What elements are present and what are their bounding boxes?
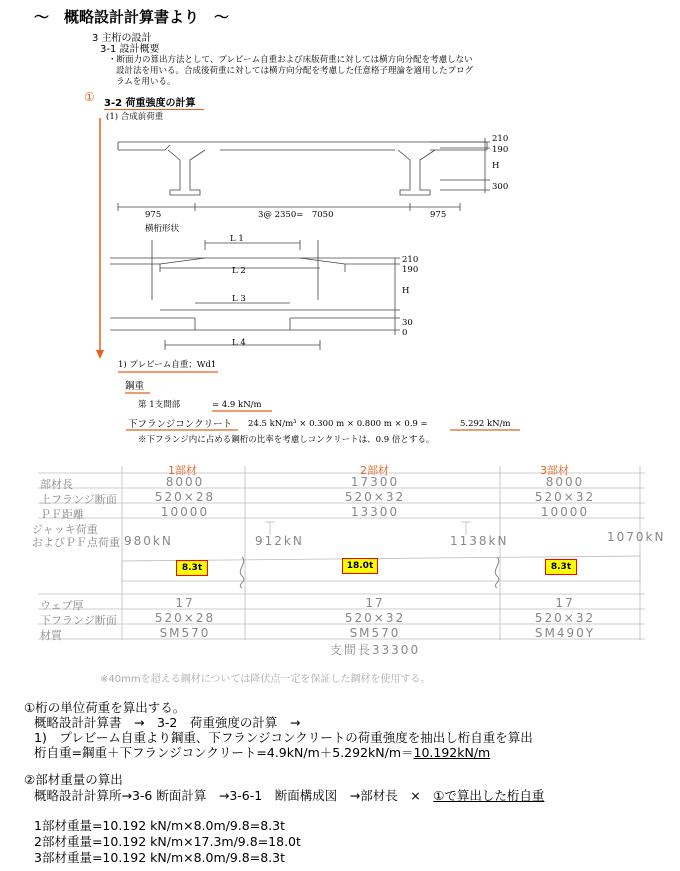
row-label-upper-flange: 上フランジ断面 xyxy=(40,493,117,506)
row-label-lower-flange: 下フランジ断面 xyxy=(40,614,117,627)
web-2: 17 xyxy=(365,596,385,610)
pf-dist-3: 10000 xyxy=(540,505,590,519)
span1-label: 第 1支間部 xyxy=(138,400,181,410)
bullet-line-3: ラムを用いる。 xyxy=(116,77,176,87)
calc2-line1 xyxy=(34,788,544,804)
upper-flange-2: 520×32 xyxy=(344,490,406,504)
lower-flange-concrete-label: 下フランジコンクリート xyxy=(128,419,233,430)
row-label-jack-1: ジャッキ荷重 xyxy=(32,523,98,536)
length-3: 8000 xyxy=(545,475,585,489)
girder-dim-30: 30 xyxy=(402,318,413,328)
calc1-line3-a: 桁自重=鋼重＋下フランジコンクリート=4.9kN/m＋5.292kN/m＝ xyxy=(34,745,414,760)
load-4: 1070kN xyxy=(607,530,666,544)
circle-1-marker: ① xyxy=(84,90,95,104)
dim-l4: L 4 xyxy=(232,338,246,348)
calc2-heading: ②部材重量の算出 xyxy=(24,772,123,787)
material-3: SM490Y xyxy=(534,626,596,640)
pre-composite-load-label: (1) 合成前荷重 xyxy=(106,112,164,122)
girder-dim-h: H xyxy=(402,286,410,296)
dim-l1: L 1 xyxy=(230,234,244,244)
row-label-web: ウェブ厚 xyxy=(40,599,84,612)
row-label-pf-dist: ＰＦ距離 xyxy=(40,508,84,521)
upper-flange-1: 520×28 xyxy=(154,490,216,504)
length-2: 17300 xyxy=(350,475,400,489)
lower-flange-note: ※下フランジ内に占める鋼桁の比率を考慮しコンクリートは、0.9 倍とする。 xyxy=(138,435,435,445)
member-3-header: 3部材 xyxy=(540,464,569,477)
steel-weight-label: 鋼重 xyxy=(125,381,145,392)
section-3-1-heading: 3-1 設計概要 xyxy=(100,44,160,55)
material-1: SM570 xyxy=(159,626,211,640)
member-1-header: 1部材 xyxy=(168,464,197,477)
bottom-dim-right: 975 xyxy=(430,210,447,220)
calc1-line3-result: 10.192kN/m xyxy=(413,745,491,760)
prebeam-self-weight-label: 1) プレビーム自重；Wd1 xyxy=(118,360,217,370)
row-label-jack-2: およびＰＦ点荷重 xyxy=(32,536,120,549)
calc2-line1-a: 概略設計計算所→3-6 断面計算 →3-6-1 断面構成図 →部材長 × xyxy=(34,788,434,803)
bullet-line-2: 設計法を用いる。合成後荷重に対しては横方向分配を考慮した任意格子理論を適用したプログ xyxy=(116,66,474,76)
member-2-header: 2部材 xyxy=(360,464,389,477)
dim-300: 300 xyxy=(492,182,509,192)
calc2-line1-b: ①で算出した桁自重 xyxy=(433,788,545,803)
upper-flange-3: 520×32 xyxy=(534,490,596,504)
calc1-line2: 1) プレビーム自重より鋼重、下フランジコンクリートの荷重強度を抽出し桁自重を算出 xyxy=(34,730,533,745)
load-1: 980kN xyxy=(124,534,173,548)
dim-h: H xyxy=(492,161,500,171)
calc1-line1: 概略設計計算書 → 3-2 荷重強度の計算 → xyxy=(34,715,301,730)
lower-flange-1: 520×28 xyxy=(154,611,216,625)
page-title: ～ 概略設計計算書より ～ xyxy=(34,8,230,26)
web-1: 17 xyxy=(175,596,195,610)
dim-l2: L 2 xyxy=(232,266,246,276)
load-2: 912kN xyxy=(255,534,304,548)
badge-member-3: 8.3t xyxy=(545,559,577,575)
dim-l3: L 3 xyxy=(232,294,246,304)
row-label-length: 部材長 xyxy=(40,478,73,491)
load-3: 1138kN xyxy=(450,534,509,548)
section-3-2-heading: 3-2 荷重強度の計算 xyxy=(104,94,204,110)
lower-flange-2: 520×32 xyxy=(344,611,406,625)
dim-190: 190 xyxy=(492,145,509,155)
calc2-result-2: 2部材重量=10.192 kN/m×17.3m/9.8=18.0t xyxy=(34,834,301,849)
calc2-result-1: 1部材重量=10.192 kN/m×8.0m/9.8=8.3t xyxy=(34,818,285,833)
length-1: 8000 xyxy=(165,475,205,489)
material-2: SM570 xyxy=(349,626,401,640)
girder-shape-label: 横桁形状 xyxy=(145,224,180,234)
dim-210: 210 xyxy=(492,134,509,144)
bottom-dim-left: 975 xyxy=(145,210,162,220)
bottom-dim-mid: 3@ 2350= 7050 xyxy=(258,210,334,220)
lower-flange-result: 5.292 kN/m xyxy=(460,419,511,429)
lower-flange-calc: 24.5 kN/m³ × 0.300 m × 0.800 m × 0.9 = xyxy=(248,419,428,429)
girder-dim-210: 210 xyxy=(402,255,419,265)
web-3: 17 xyxy=(555,596,575,610)
lower-flange-3: 520×32 xyxy=(534,611,596,625)
calc1-heading: ①桁の単位荷重を算出する。 xyxy=(24,700,186,715)
bullet-line-1: ・断面力の算出方法として、プレビーム自重および床版荷重に対しては横方向分配を考慮しない xyxy=(108,55,473,65)
steel-footnote: ※40mmを超える鋼材については降伏点一定を保証した鋼材を使用する。 xyxy=(100,674,431,685)
girder-dim-0: 0 xyxy=(402,328,408,338)
badge-member-1: 8.3t xyxy=(176,560,208,576)
span-total: 支間長33300 xyxy=(329,643,421,657)
badge-member-2: 18.0t xyxy=(342,558,378,574)
section-3-heading: 3 主桁の設計 xyxy=(92,33,152,44)
girder-dim-190: 190 xyxy=(402,265,419,275)
span1-value: = 4.9 kN/m xyxy=(212,400,262,410)
calc2-result-3: 3部材重量=10.192 kN/m×8.0m/9.8=8.3t xyxy=(34,850,285,865)
row-label-material: 材質 xyxy=(40,629,62,642)
calc1-line3 xyxy=(34,745,490,761)
pf-dist-1: 10000 xyxy=(160,505,210,519)
pf-dist-2: 13300 xyxy=(350,505,400,519)
